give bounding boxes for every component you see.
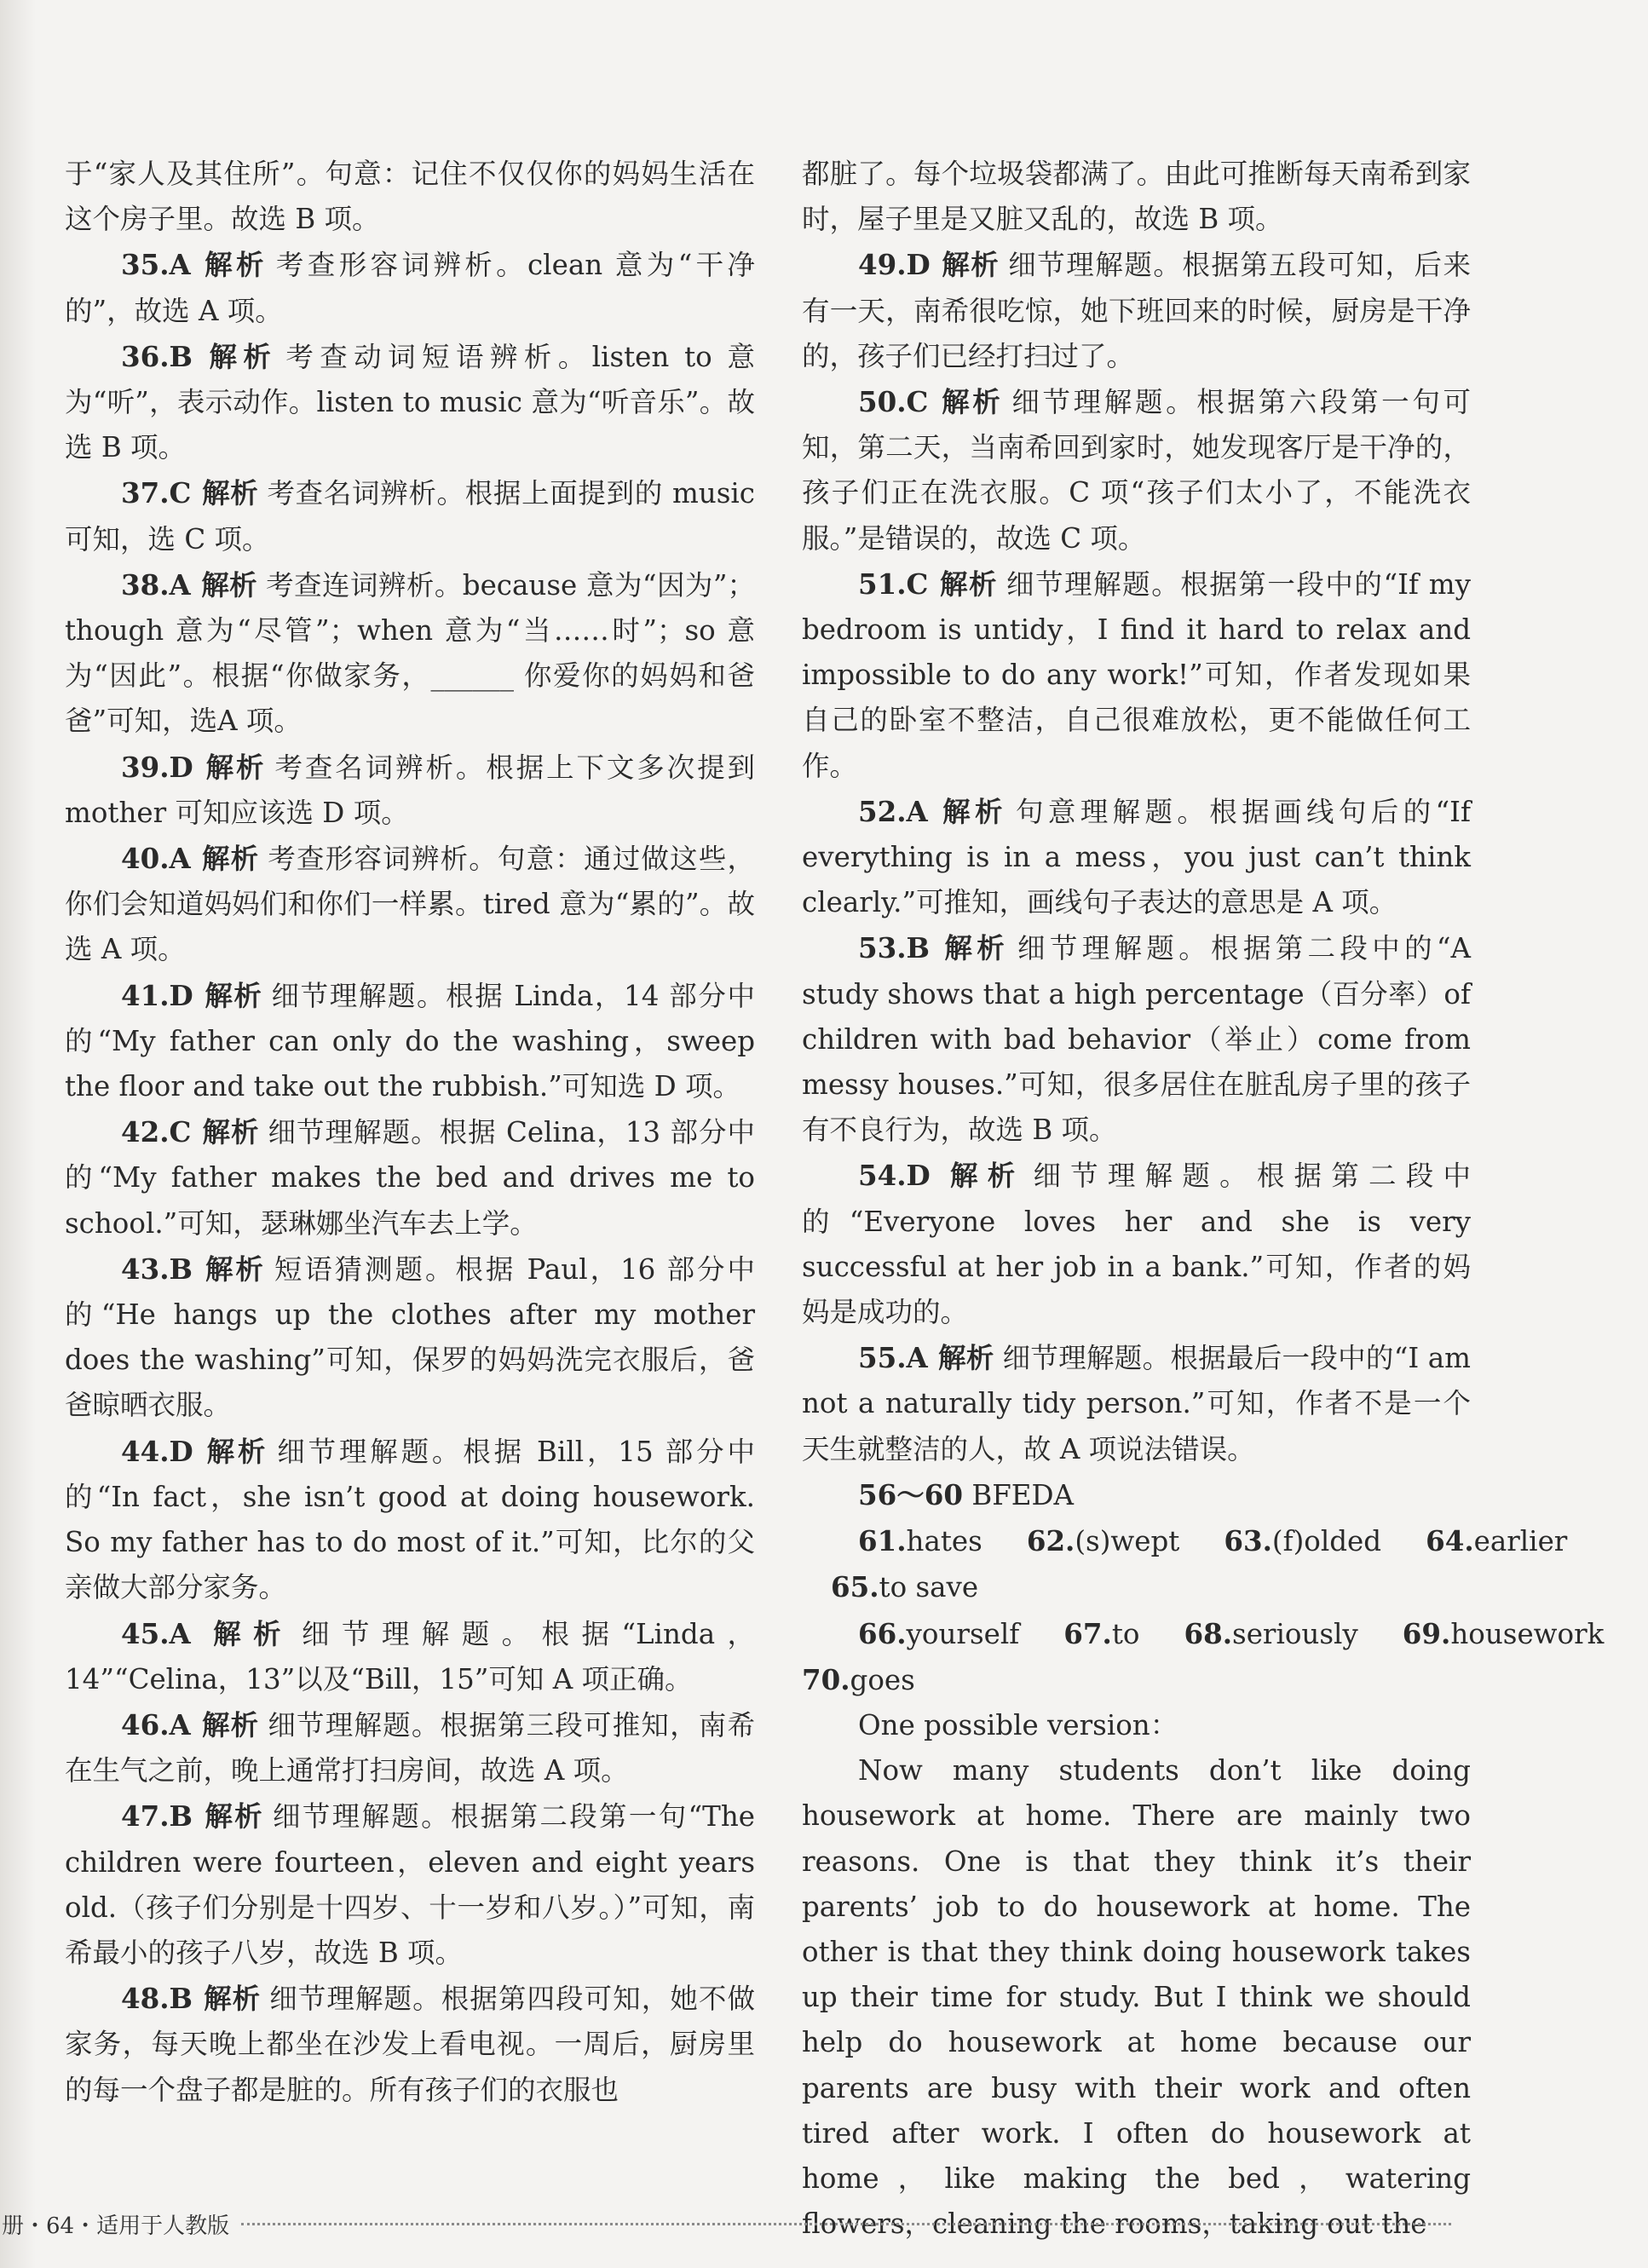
item-number: 40.A [121,842,191,876]
analysis-tag: 解析 [937,794,1007,828]
item-text: 细节理解题。根据第一段中的“If my bedroom is untidy，I find it hard to relax and impossible to do any work!”可知，作者发现如果自己的卧室不整洁，自己很难放松，更不能做任何工作。 [802,567,1471,782]
item-text: 短语猜测题。根据 Paul，16 部分中的“He hangs up the clothes after my mother does the washing”可知，保罗的妈妈洗完衣服后，爸爸晾晒衣服。 [65,1252,755,1422]
analysis-tag: 解析 [940,248,1000,282]
answer-69: 69.housework [1402,1616,1605,1650]
item-number: 55.A [858,1341,928,1375]
item-number: 39.D [121,750,193,784]
footer-dotted-rule [241,2223,1451,2225]
answer-item [802,379,1471,561]
item-text: 细节理解题。根据 Linda，14 部分中的“My father can only do the washing，sweep the floor and take out the rubbish.”可知选 D 项。 [65,979,755,1103]
item-text: 细节理解题。根据第五段可知，后来有一天，南希很吃惊，她下班回来的时候，厨房是干净的，孩子们已经打扫过了。 [802,249,1471,372]
answer-item [802,1335,1471,1472]
footer-label: 册・64・适用于人教版 [2,2213,230,2239]
essay-heading: One possible version： [858,1708,1178,1741]
item-number: 50.C [858,385,929,419]
page-edge [0,0,36,2268]
answer-range: 56～60 [858,1477,963,1511]
answer-item [65,1702,755,1793]
answer-item [65,973,755,1110]
analysis-tag: 解析 [203,1252,266,1286]
item-text: 考查动词短语辨析。listen to 意为“听”，表示动作。listen to music 意为“听音乐”。故选 B 项。 [65,340,755,464]
item-text: 句意理解题。根据画线句后的“If everything is in a mess，you just can’t think clearly.”可推知，画线句子表达的意思是 A 项。 [802,795,1471,919]
answer-68: 68.seriously [1184,1616,1358,1650]
analysis-tag: 解析 [940,1159,1025,1193]
answer-item [802,242,1471,379]
answer-63: 63.(f)olded [1224,1524,1382,1558]
answer-62: 62.(s)wept [1026,1524,1180,1558]
left-continuation: 于“家人及其住所”。句意：记住不仅仅你的妈妈生活在这个房子里。故选 B 项。 [65,158,755,236]
analysis-tag: 解析 [938,385,1004,419]
item-number: 41.D [121,978,193,1012]
item-text: 细节理解题。根据第三段可推知，南希在生气之前，晚上通常打扫房间，故选 A 项。 [65,1708,755,1787]
essay-body: Now many students don’t like doing housework at home. There are mainly two reasons. One is that they think it’s their parents’ job to do housework at home. The other is that they think doing housework takes up their time for study. But I think we should help do housework at home because our parents are busy with their work and often tired after work. I often do housework at home，like making the bed，watering flowers，cleaning the rooms，taking out the [802,1754,1471,2241]
answer-item [802,1153,1471,1335]
answer-item [65,1246,755,1429]
analysis-tag: 解析 [201,476,259,510]
answer-item [65,334,755,471]
item-number: 49.D [858,248,931,282]
answer-67: 67.to [1063,1616,1140,1650]
item-text: 考查名词辨析。根据上面提到的 music 可知，选 C 项。 [65,477,755,555]
item-text: 细节理解题。根据 Bill，15 部分中的“In fact，she isn’t good at doing housework. So my father has to do most of it.”可知，比尔的父亲做大部分家务。 [65,1435,755,1604]
item-text: 细节理解题。根据第二段中的“Everyone loves her and she is very successful at her job in a bank.”可知，作者的妈妈是成功的。 [802,1160,1471,1329]
item-number: 38.A [121,567,191,602]
item-text: 考查形容词辨析。clean 意为“干净的”，故选 A 项。 [65,249,755,327]
answer-item [65,1976,755,2113]
analysis-tag: 解析 [203,1982,262,2016]
item-text: 考查名词辨析。根据上下文多次提到 mother 可知应该选 D 项。 [65,751,755,829]
answer-item [65,470,755,561]
item-number: 51.C [858,567,929,601]
analysis-tag: 解析 [940,931,1010,965]
item-number: 43.B [121,1252,193,1286]
item-text: 细节理解题。根据第六段第一句可知，第二天，当南希回到家时，她发现客厅是干净的，孩子们正在洗衣服。C 项“孩子们太小了，不能洗衣服。”是错误的，故选 C 项。 [802,386,1471,555]
answers-56-60 [802,1472,1471,1518]
item-text: 细节理解题。根据第四段可知，她不做家务，每天晚上都坐在沙发上看电视。一周后，厨房里的每一个盘子都是脏的。所有孩子们的衣服也 [65,1983,755,2106]
answers-row-66-69 [802,1611,1605,1657]
item-text: 细节理解题。根据 Celina，13 部分中的“My father makes the bed and drives me to school.”可知，瑟琳娜坐汽车去上学。 [65,1116,755,1240]
answer-item [65,562,755,745]
column-divider [761,153,762,2113]
item-number: 44.D [121,1434,193,1468]
answer-item [65,1611,755,1702]
answer-70: 70.goes [802,1662,915,1696]
analysis-tag: 解析 [203,750,267,784]
answer-65: 65.to save [831,1570,979,1604]
item-text: 细节理解题。根据第二段第一句“The children were fourteen，eleven and eight years old.（孩子们分别是十四岁、十一岁和八岁。）”可知，南希最小的孩子八岁，故选 B 项。 [65,1800,755,1969]
answer-item [802,789,1471,926]
analysis-tag: 解析 [938,567,999,601]
answer-item [65,1429,755,1611]
item-number: 37.C [121,476,192,510]
analysis-tag: 解析 [203,978,263,1012]
analysis-tag: 解析 [200,248,268,282]
analysis-tag: 解析 [201,1115,260,1149]
answer-item [65,745,755,836]
item-text: 细节理解题。根据第二段中的“A study shows that a high percentage（百分率）of children with bad behavior（举止）come from messy houses.”可知，很多居住在脏乱房子里的孩子有不良行为，故选 B 项。 [802,932,1471,1147]
analysis-tag: 解析 [203,1799,264,1833]
answers-row-61-64 [802,1518,1568,1564]
right-continuation: 都脏了。每个垃圾袋都满了。由此可推断每天南希到家时，屋子里是又脏又乱的，故选 B 项。 [802,158,1471,236]
analysis-tag: 解析 [200,567,258,602]
item-number: 47.B [121,1799,193,1833]
analysis-tag: 解析 [200,1707,260,1741]
analysis-tag: 解析 [203,339,278,373]
item-text: 细节理解题。根据“Linda，14”“Celina，13”以及“Bill，15”可知 A 项正确。 [65,1617,755,1695]
analysis-tag: 解析 [200,1616,294,1650]
analysis-tag: 解析 [200,842,260,876]
item-text: 考查连词辨析。because 意为“因为”；though 意为“尽管”；when 意为“当……时”；so 意为“因此”。根据“你做家务，______ 你爱你的妈妈和爸爸”可知，选A 项。 [65,568,755,738]
analysis-tag: 解析 [203,1434,269,1468]
left-column [65,152,755,2113]
answer-66: 66.yourself [858,1616,1020,1650]
item-number: 46.A [121,1707,191,1741]
page-footer [0,2208,1576,2240]
item-number: 48.B [121,1982,193,2016]
item-number: 36.B [121,339,193,373]
answer-item [802,925,1471,1153]
item-number: 42.C [121,1115,192,1149]
item-number: 35.A [121,248,191,282]
analysis-tag: 解析 [937,1341,994,1375]
answer-64: 64.earlier [1426,1524,1568,1558]
right-column [802,152,1605,2247]
item-text: 考查形容词辨析。句意：通过做这些，你们会知道妈妈们和你们一样累。tired 意为“累的”。故选 A 项。 [65,843,755,966]
answer-61: 61.hates [858,1524,982,1558]
item-number: 45.A [121,1616,191,1650]
answer-item [65,1109,755,1246]
item-text: 细节理解题。根据最后一段中的“I am not a naturally tidy person.”可知，作者不是一个天生就整洁的人，故 A 项说法错误。 [802,1342,1471,1465]
item-number: 53.B [858,931,931,965]
answer-item [65,242,755,333]
item-number: 52.A [858,794,928,828]
answer-item [802,561,1471,789]
answer-item [65,1793,755,1976]
answer-letters: BFEDA [971,1478,1074,1511]
item-number: 54.D [858,1159,931,1193]
answer-item [65,836,755,973]
